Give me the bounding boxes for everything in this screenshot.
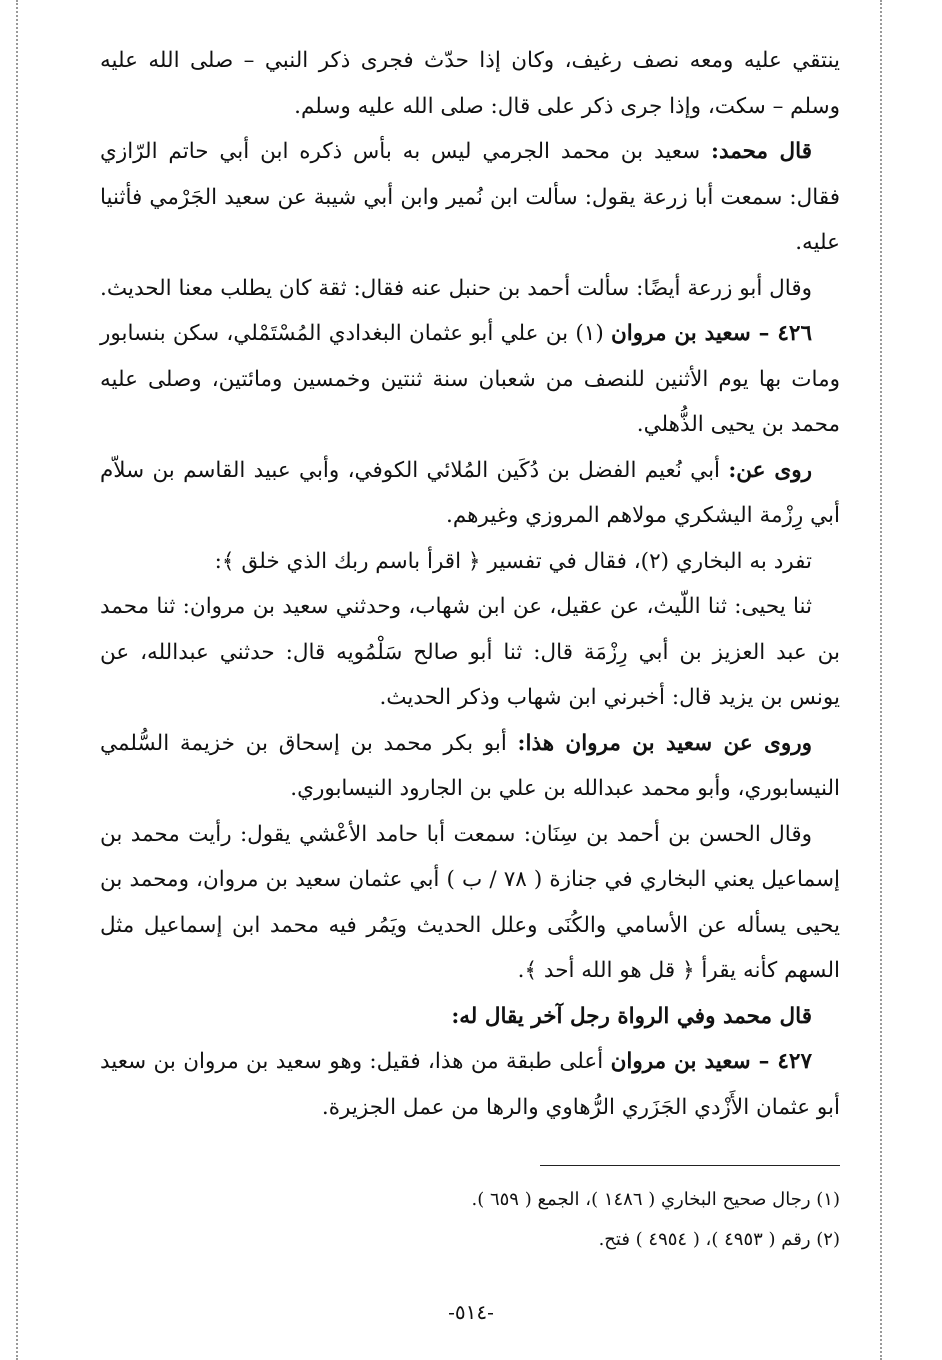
paragraph-7	[100, 584, 840, 721]
main-text	[100, 38, 840, 1130]
entry-heading: ٤٢٦ – سعيد بن مروان	[610, 321, 812, 346]
paragraph-lead: روى عن:	[728, 457, 812, 483]
entry-426	[100, 311, 840, 448]
paragraph-text: تفرد به البخاري (٢)، فقال في تفسير ﴿ اقرأ باسم ربك الذي خلق ﴾:	[214, 548, 812, 574]
paragraph-narrated-from	[100, 448, 840, 539]
paragraph-8	[100, 721, 840, 812]
paragraph-3	[100, 266, 840, 312]
entry-427	[100, 1039, 840, 1130]
footnote-divider	[540, 1165, 840, 1166]
paragraph-text: أبو بكر محمد بن إسحاق بن خزيمة السُّلمي النيسابوري، وأبو محمد عبدالله بن علي بن الجارود النيسابوري.	[100, 730, 840, 801]
right-page-edge	[880, 0, 882, 1360]
paragraph-text: ينتقي عليه ومعه نصف رغيف، وكان إذا حدّث فجرى ذكر النبي – صلى الله عليه وسلم – سكت، وإذا جرى ذكر على قال: صلى الله عليه وسلم.	[100, 48, 840, 119]
paragraph-6	[100, 539, 840, 585]
paragraph-lead: قال محمد وفي الرواة رجل آخر يقال له:	[451, 1003, 812, 1029]
entry-heading: ٤٢٧ – سعيد بن مروان	[610, 1049, 812, 1074]
paragraph-text: سعيد بن محمد الجرمي ليس به بأس ذكره ابن أبي حاتم الرّازي فقال: سمعت أبا زرعة يقول: سألت ابن نُمير وابن أبي شيبة عن سعيد الجَرْمي فأثنيا عليه.	[100, 139, 840, 255]
paragraph-text: وقال أبو زرعة أيضًا: سألت أحمد بن حنبل عنه فقال: ثقة كان يطلب معنا الحديث.	[100, 275, 812, 301]
paragraph-text: وقال الحسن بن أحمد بن سِنَان: سمعت أبا حامد الأعْشي يقول: رأيت محمد بن إسماعيل يعني البخاري في جنازة ( ٧٨ / ب ) أبي عثمان سعيد بن مروان، ومحمد بن يحيى يسأله عن الأسامي والكُنَى وعلل الحديث ويَمُر فيه محمد ابن إسماعيل مثل السهم كأنه يقرأ ﴿ قل هو الله أحد ﴾.	[100, 821, 840, 983]
paragraph-text: (١) بن علي أبو عثمان البغدادي المُسْتَمْلي، سكن بنسابور ومات بها يوم الأثنين للنصف من شعبان سنة ثنتين وخمسين ومائتين، وصلى عليه محمد بن يحيى الذُّهلي.	[100, 321, 840, 437]
paragraph-9	[100, 812, 840, 994]
paragraph-2	[100, 129, 840, 266]
paragraph-text: ثنا يحيى: ثنا اللّيث، عن عقيل، عن ابن شهاب، وحدثني سعيد بن مروان: ثنا محمد بن عبد العزيز بن أبي رِزْمَة قال: ثنا أبو صالح سَلْمُويه قال: حدثني عبدالله، عن يونس بن يزيد قال: أخبرني ابن شهاب وذكر الحديث.	[100, 594, 840, 710]
paragraph-10	[100, 994, 840, 1040]
paragraph-1	[100, 38, 840, 129]
paragraph-text: أبي نُعيم الفضل بن دُكَين المُلائي الكوفي، وأبي عبيد القاسم بن سلاّم أبي رِزْمة اليشكري مولاهم المروزي وغيرهم.	[100, 457, 840, 528]
footnotes	[100, 1165, 840, 1260]
paragraph-lead: قال محمد:	[711, 139, 813, 164]
page-number: -٥١٤-	[448, 1300, 494, 1324]
footnote-2: (٢) رقم ( ٤٩٥٣ )، ( ٤٩٥٤ ) فتح.	[598, 1229, 840, 1250]
left-page-edge	[16, 0, 18, 1360]
paragraph-text: أعلى طبقة من هذا، فقيل: وهو سعيد بن مروان بن سعيد أبو عثمان الأَزْدي الجَزَري الرُّهاوي والرها من عمل الجزيرة.	[100, 1049, 840, 1120]
paragraph-lead: وروى عن سعيد بن مروان هذا:	[517, 730, 812, 756]
footnote-1: (١) رجال صحيح البخاري ( ١٤٨٦ )، الجمع ( ٦٥٩ ).	[471, 1189, 840, 1210]
